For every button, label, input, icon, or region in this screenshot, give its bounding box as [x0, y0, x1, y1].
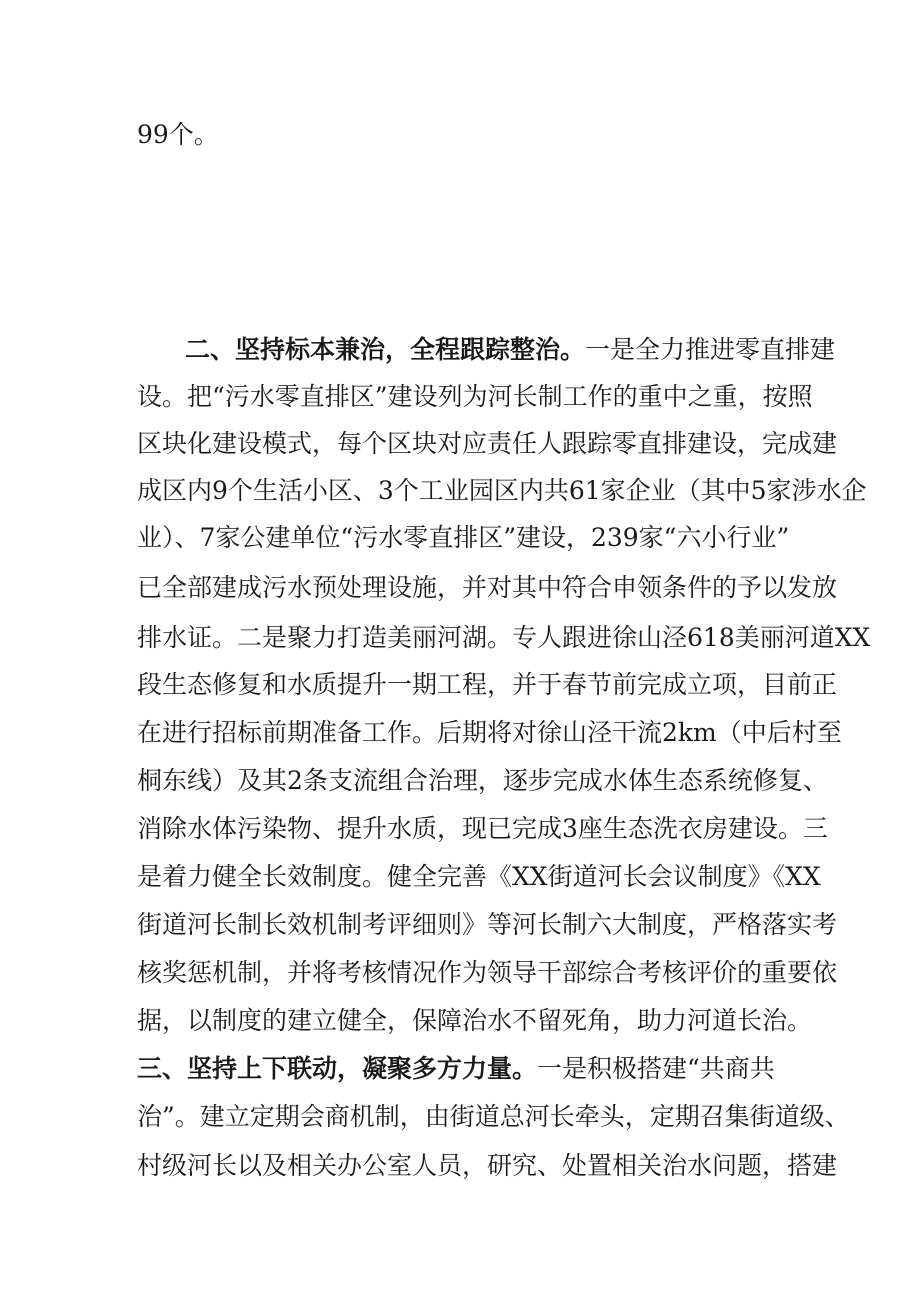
section-2-line: 成区内9个生活小区、3个工业园区内共61家企业（其中5家涉水企: [137, 476, 867, 505]
section-3-line: 村级河长以及相关办公室人员，研究、处置相关治水问题，搭建: [137, 1151, 838, 1180]
section-2-line: 消除水体污染物、提升水质，现已完成3座生态洗衣房建设。三: [137, 814, 828, 843]
section-3-line: 治”。建立定期会商机制，由街道总河长牵头，定期召集街道级、: [137, 1102, 850, 1131]
section-2-line: 段生态修复和水质提升一期工程，并于春节前完成立项，目前正: [137, 670, 838, 699]
section-2-line: 在进行招标前期准备工作。后期将对徐山泾干流2km（中后村至: [137, 718, 842, 747]
section-2-line: 业）、7家公建单位“污水零直排区”建设，239家“六小行业”: [137, 523, 790, 552]
section-2-line: 据，以制度的建立健全，保障治水不留死角，助力河道长治。: [137, 1006, 813, 1035]
section-2-line: 设。把“污水零直排区”建设列为河长制工作的重中之重，按照: [137, 382, 813, 411]
paragraph-fragment: [137, 117, 787, 153]
section-2-heading: 二、坚持标本兼治，全程跟踪整治。: [185, 335, 586, 364]
section-3-first-line: [137, 1051, 787, 1087]
section-2-line: 街道河长制长效机制考评细则》等河长制六大制度，严格落实考: [137, 910, 838, 939]
section-2-line: 区块化建设模式，每个区块对应责任人跟踪零直排建设，完成建: [137, 429, 838, 458]
section-3-line-0: 一是积极搭建“共商共: [537, 1054, 775, 1083]
section-3-heading: 三、坚持上下联动，凝聚多方力量。: [137, 1054, 538, 1083]
section-2-line-0: 一是全力推进零直排建: [585, 335, 836, 364]
section-2-line: 核奖惩机制，并将考核情况作为领导干部综合考核评价的重要依: [137, 958, 838, 987]
section-2-first-line: [185, 332, 836, 368]
fragment-text: 99个。: [137, 120, 219, 149]
section-2-line: 桐东线）及其2条支流组合治理，逐步完成水体生态系统修复、: [137, 766, 828, 795]
section-2-line: 是着力健全长效制度。健全完善《XX街道河长会议制度》《XX: [137, 862, 821, 891]
section-2-line: 排水证。二是聚力打造美丽河湖。专人跟进徐山泾618美丽河道XX: [137, 623, 871, 652]
section-2-line: 已全部建成污水预处理设施，并对其中符合申领条件的予以发放: [137, 573, 838, 602]
